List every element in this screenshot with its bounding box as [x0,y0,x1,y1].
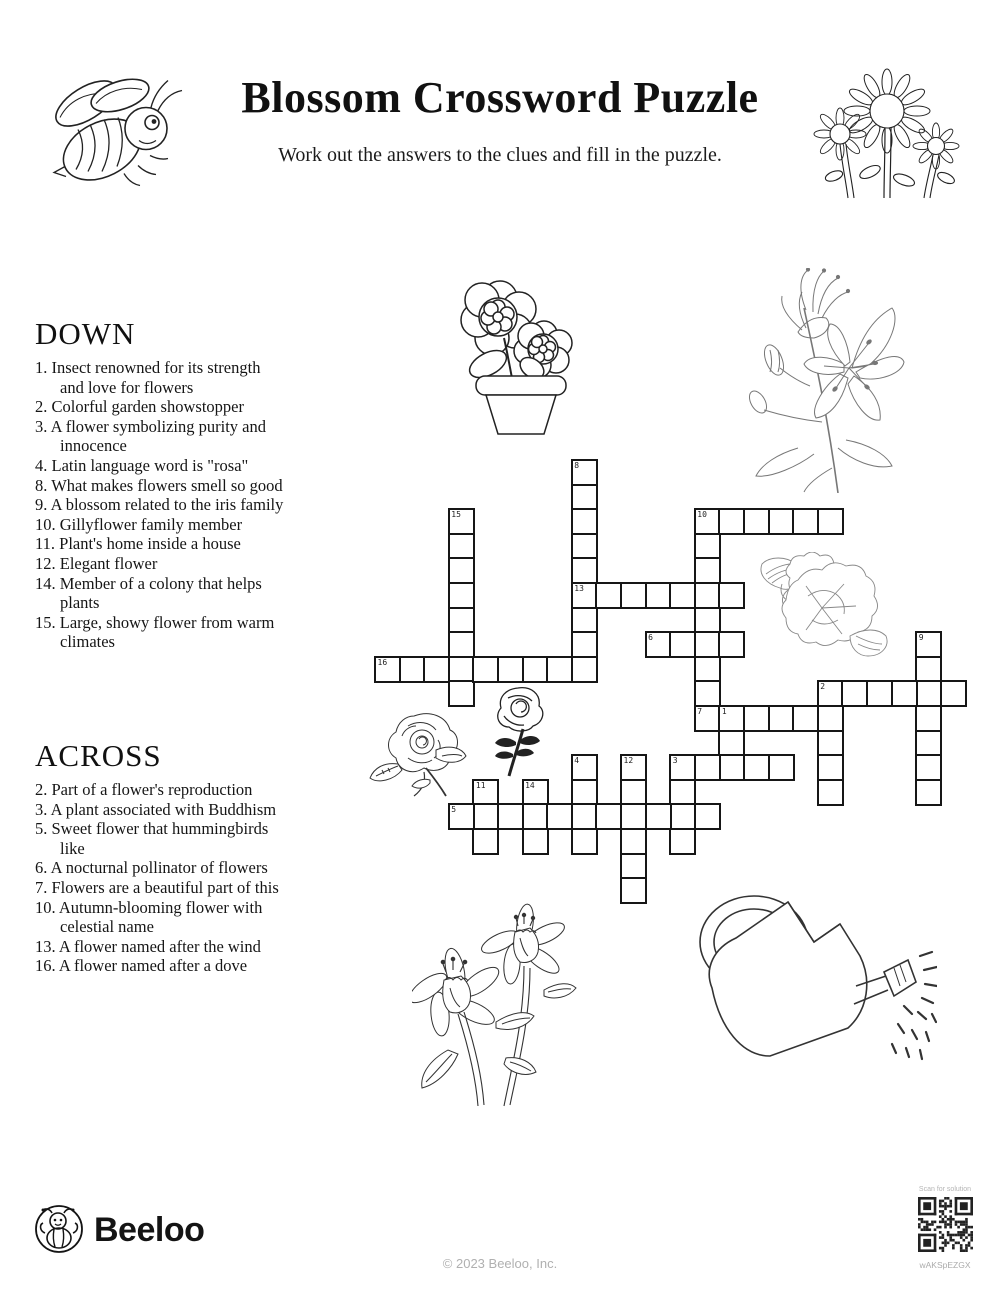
rose-leaves-illustration [368,706,472,798]
down-clues-section [35,316,285,652]
grid-number: 15 [451,510,461,520]
grid-cell[interactable] [915,705,942,732]
grid-cell[interactable] [792,705,819,732]
grid-cell[interactable] [423,656,450,683]
clue-item: 11. Plant's home inside a house [35,534,241,554]
grid-number: 13 [574,584,584,593]
grid-cell[interactable] [841,680,868,707]
grid-cell[interactable] [694,533,721,560]
grid-cell[interactable] [472,828,499,855]
grid-cell[interactable] [448,557,475,584]
grid-cell[interactable] [915,680,942,707]
grid-cell[interactable] [571,607,598,634]
grid-cell[interactable] [472,656,499,683]
grid-cell[interactable] [718,730,745,757]
grid-number: 5 [451,805,457,815]
clue-item: 9. A blossom related to the iris family [35,495,284,515]
grid-cell[interactable] [571,803,598,830]
grid-cell[interactable] [718,754,745,781]
grid-number: 12 [623,756,634,766]
rose-stem-illustration [478,682,556,780]
page-title: Blossom Crossword Puzzle [241,73,759,122]
grid-cell[interactable] [669,582,696,609]
grid-cell[interactable] [891,680,918,707]
clue-item: 10. Gillyflower family member [35,514,243,534]
grid-cell[interactable] [694,607,721,634]
grid-cell[interactable] [448,656,475,683]
grid-number: 6 [648,633,653,643]
grid-cell[interactable] [694,631,721,658]
grid-number: 8 [574,461,580,470]
potted-flowers-illustration [452,272,592,454]
qr-code[interactable] [918,1197,973,1252]
grid-cell[interactable] [694,680,721,707]
clue-item: 14. Member of a colony that helps plants [35,573,262,613]
grid-number: 16 [377,657,388,667]
grid-cell[interactable] [620,803,647,830]
across-clues-section [35,738,285,976]
grid-cell[interactable] [448,533,475,560]
grid-cell[interactable] [620,828,647,855]
grid-cell[interactable] [620,877,647,904]
grid-cell[interactable] [669,779,696,806]
grid-cell[interactable] [792,508,819,535]
grid-number: 1 [721,707,727,716]
grid-cell[interactable] [571,656,598,683]
watering-can-illustration [642,890,937,1075]
clue-item: 12. Elegant flower [35,553,158,573]
grid-cell[interactable] [571,631,598,658]
grid-number: 10 [697,510,707,520]
grid-cell[interactable] [718,631,745,658]
grid-cell[interactable] [718,508,745,535]
clue-item: 1. Insect renowned for its strength and love for flowers [35,358,261,397]
grid-cell[interactable] [571,779,598,806]
grid-number: 9 [918,633,924,643]
brand-logo [33,1203,205,1257]
beeloo-bee-logo-icon [33,1203,85,1255]
lily-illustration [728,268,906,493]
grid-cell[interactable] [620,779,647,806]
grid-cell[interactable] [571,828,598,855]
grid-cell[interactable] [448,582,475,609]
clue-item: 6. A nocturnal pollinator of flowers [35,858,268,878]
grid-cell[interactable] [866,680,893,707]
grid-number: 3 [672,756,678,766]
sunflowers-illustration [812,60,964,200]
clue-item: 16. A flower named after a dove [35,956,248,976]
clue-item: 13. A flower named after the wind [35,936,261,956]
grid-number: 4 [574,756,580,766]
grid-number: 2 [820,682,826,692]
down-heading: DOWN [35,316,136,351]
grid-cell[interactable] [718,582,745,609]
grid-cell[interactable] [571,484,598,511]
grid-number: 7 [697,707,703,716]
grid-cell[interactable] [768,754,795,781]
grid-cell[interactable] [448,680,475,707]
grid-cell[interactable] [448,631,475,658]
copyright-text: © 2023 Beeloo, Inc. [442,1256,558,1271]
qr-code-text: wAKSpEZGX [919,1260,971,1270]
clue-item: 5. Sweet flower that hummingbirds like [35,819,269,858]
clue-item: 8. What makes flowers smell so good [35,475,283,495]
brand-name: Beeloo [94,1211,205,1249]
grid-cell[interactable] [694,754,721,781]
grid-cell[interactable] [399,656,426,683]
daffodils-illustration [412,902,592,1107]
grid-cell[interactable] [915,779,942,806]
clue-item: 3. A plant associated with Buddhism [35,799,277,819]
qr-section [915,1186,975,1270]
grid-cell[interactable] [645,803,672,830]
grid-number: 11 [475,780,486,790]
grid-cell[interactable] [620,582,647,609]
clue-item: 2. Part of a flower's reproduction [35,780,253,799]
grid-cell[interactable] [694,582,721,609]
grid-cell[interactable] [940,680,967,707]
grid-cell[interactable] [497,656,524,683]
qr-caption: Scan for solution [918,1186,972,1193]
across-clue-list [35,780,285,976]
grid-cell[interactable] [571,533,598,560]
grid-cell[interactable] [571,557,598,584]
grid-cell[interactable] [669,631,696,658]
grid-cell[interactable] [669,803,696,830]
grid-cell[interactable] [472,803,499,830]
grid-cell[interactable] [645,582,672,609]
grid-cell[interactable] [915,730,942,757]
clue-item: 2. Colorful garden showstopper [35,397,244,417]
grid-cell[interactable] [768,508,795,535]
grid-cell[interactable] [817,754,844,781]
grid-cell[interactable] [522,656,549,683]
grid-cell[interactable] [768,705,795,732]
grid-number: 14 [525,780,535,790]
grid-cell[interactable] [743,754,770,781]
grid-cell[interactable] [817,730,844,757]
grid-cell[interactable] [817,508,844,535]
grid-cell[interactable] [522,803,549,830]
grid-cell[interactable] [595,582,622,609]
grid-cell[interactable] [522,828,549,855]
clue-item: 15. Large, showy flower from warm climates [35,612,275,652]
clue-item: 4. Latin language word is "rosa" [35,455,249,475]
grid-cell[interactable] [915,754,942,781]
grid-cell[interactable] [546,656,573,683]
grid-cell[interactable] [743,705,770,732]
grid-cell[interactable] [694,557,721,584]
grid-cell[interactable] [817,705,844,732]
grid-cell[interactable] [743,508,770,535]
grid-cell[interactable] [497,803,524,830]
across-heading: ACROSS [35,738,162,773]
poppy-illustration [750,552,898,660]
clue-item: 7. Flowers are a beautiful part of this [35,877,279,897]
grid-cell[interactable] [694,656,721,683]
clue-item: 10. Autumn-blooming flower with celestial name [35,897,263,937]
down-clue-list [35,358,285,652]
grid-cell[interactable] [620,853,647,880]
grid-cell[interactable] [595,803,622,830]
grid-cell[interactable] [448,607,475,634]
clue-item: 3. A flower symbolizing purity and innocence [35,416,266,456]
bee-illustration [28,66,188,194]
grid-cell[interactable] [817,779,844,806]
grid-cell[interactable] [915,656,942,683]
grid-cell[interactable] [669,828,696,855]
grid-cell[interactable] [694,803,721,830]
page-subtitle: Work out the answers to the clues and fill in the puzzle. [278,144,722,166]
grid-cell[interactable] [546,803,573,830]
grid-cell[interactable] [571,508,598,535]
